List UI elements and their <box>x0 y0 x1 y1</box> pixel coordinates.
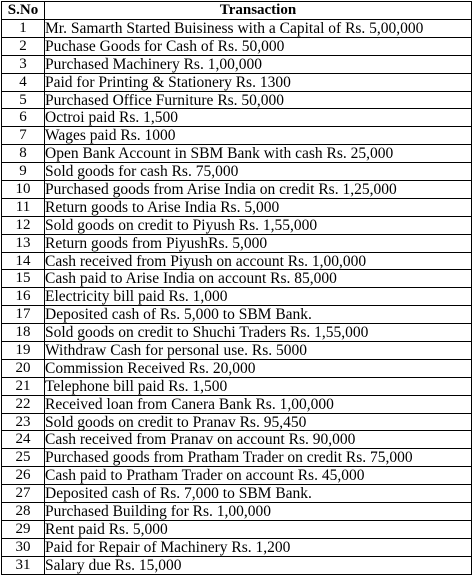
table-row <box>2 538 472 556</box>
row-transaction-text: Electricity bill paid Rs. 1,000 <box>45 288 472 306</box>
table-row <box>2 270 472 288</box>
table-row <box>2 485 472 503</box>
row-serial-number: 11 <box>2 198 45 216</box>
row-transaction-text: Deposited cash of Rs. 7,000 to SBM Bank. <box>45 485 472 503</box>
table-row <box>2 520 472 538</box>
row-transaction-text: Return goods from PiyushRs. 5,000 <box>45 234 472 252</box>
row-transaction-text: Cash paid to Arise India on account Rs. 85,000 <box>45 270 472 288</box>
row-serial-number: 2 <box>2 37 45 55</box>
row-transaction-text: Return goods to Arise India Rs. 5,000 <box>45 198 472 216</box>
row-serial-number: 13 <box>2 234 45 252</box>
row-transaction-text: Octroi paid Rs. 1,500 <box>45 109 472 127</box>
row-transaction-text: Wages paid Rs. 1000 <box>45 127 472 145</box>
row-serial-number: 17 <box>2 306 45 324</box>
row-serial-number: 21 <box>2 377 45 395</box>
table-row <box>2 431 472 449</box>
row-serial-number: 6 <box>2 109 45 127</box>
table-row <box>2 413 472 431</box>
row-serial-number: 25 <box>2 449 45 467</box>
row-serial-number: 8 <box>2 145 45 163</box>
row-transaction-text: Withdraw Cash for personal use. Rs. 5000 <box>45 342 472 360</box>
table-row <box>2 467 472 485</box>
table-row <box>2 37 472 55</box>
row-serial-number: 20 <box>2 359 45 377</box>
row-transaction-text: Mr. Samarth Started Buisiness with a Capital of Rs. 5,00,000 <box>45 20 472 38</box>
row-serial-number: 15 <box>2 270 45 288</box>
row-transaction-text: Puchase Goods for Cash of Rs. 50,000 <box>45 37 472 55</box>
row-serial-number: 31 <box>2 556 45 574</box>
row-transaction-text: Cash received from Piyush on account Rs. 1,00,000 <box>45 252 472 270</box>
row-serial-number: 7 <box>2 127 45 145</box>
table-row <box>2 109 472 127</box>
row-serial-number: 28 <box>2 503 45 521</box>
row-transaction-text: Salary due Rs. 15,000 <box>45 556 472 574</box>
row-transaction-text: Telephone bill paid Rs. 1,500 <box>45 377 472 395</box>
column-header-sno: S.No <box>2 2 45 20</box>
row-serial-number: 1 <box>2 20 45 38</box>
row-serial-number: 10 <box>2 181 45 199</box>
row-serial-number: 9 <box>2 163 45 181</box>
table-row <box>2 503 472 521</box>
row-serial-number: 19 <box>2 342 45 360</box>
table-row <box>2 91 472 109</box>
table-row <box>2 252 472 270</box>
table-row <box>2 324 472 342</box>
row-serial-number: 5 <box>2 91 45 109</box>
row-serial-number: 23 <box>2 413 45 431</box>
row-transaction-text: Purchased Office Furniture Rs. 50,000 <box>45 91 472 109</box>
table-row <box>2 342 472 360</box>
row-transaction-text: Purchased Machinery Rs. 1,00,000 <box>45 55 472 73</box>
row-serial-number: 14 <box>2 252 45 270</box>
row-transaction-text: Open Bank Account in SBM Bank with cash Rs. 25,000 <box>45 145 472 163</box>
transactions-table <box>1 1 472 575</box>
row-transaction-text: Paid for Repair of Machinery Rs. 1,200 <box>45 538 472 556</box>
table-row <box>2 145 472 163</box>
row-transaction-text: Sold goods on credit to Pranav Rs. 95,450 <box>45 413 472 431</box>
row-serial-number: 29 <box>2 520 45 538</box>
table-row <box>2 216 472 234</box>
table-row <box>2 163 472 181</box>
row-serial-number: 30 <box>2 538 45 556</box>
row-serial-number: 16 <box>2 288 45 306</box>
table-row <box>2 127 472 145</box>
row-transaction-text: Sold goods on credit to Shuchi Traders Rs. 1,55,000 <box>45 324 472 342</box>
table-row <box>2 556 472 574</box>
row-serial-number: 27 <box>2 485 45 503</box>
row-serial-number: 18 <box>2 324 45 342</box>
row-serial-number: 12 <box>2 216 45 234</box>
table-row <box>2 73 472 91</box>
row-transaction-text: Purchased goods from Pratham Trader on credit Rs. 75,000 <box>45 449 472 467</box>
row-transaction-text: Deposited cash of Rs. 5,000 to SBM Bank. <box>45 306 472 324</box>
row-transaction-text: Commission Received Rs. 20,000 <box>45 359 472 377</box>
table-row <box>2 55 472 73</box>
table-row <box>2 359 472 377</box>
table-row <box>2 198 472 216</box>
table-row <box>2 234 472 252</box>
row-transaction-text: Cash paid to Pratham Trader on account Rs. 45,000 <box>45 467 472 485</box>
row-transaction-text: Sold goods for cash Rs. 75,000 <box>45 163 472 181</box>
row-transaction-text: Paid for Printing & Stationery Rs. 1300 <box>45 73 472 91</box>
row-transaction-text: Purchased goods from Arise India on credit Rs. 1,25,000 <box>45 181 472 199</box>
row-transaction-text: Rent paid Rs. 5,000 <box>45 520 472 538</box>
row-transaction-text: Purchased Building for Rs. 1,00,000 <box>45 503 472 521</box>
row-transaction-text: Cash received from Pranav on account Rs. 90,000 <box>45 431 472 449</box>
header-row <box>2 2 472 20</box>
row-serial-number: 22 <box>2 395 45 413</box>
table-row <box>2 395 472 413</box>
table-row <box>2 306 472 324</box>
table-row <box>2 449 472 467</box>
row-serial-number: 3 <box>2 55 45 73</box>
row-serial-number: 24 <box>2 431 45 449</box>
table-body <box>2 20 472 575</box>
column-header-transaction: Transaction <box>45 2 472 20</box>
row-transaction-text: Sold goods on credit to Piyush Rs. 1,55,000 <box>45 216 472 234</box>
row-transaction-text: Received loan from Canera Bank Rs. 1,00,000 <box>45 395 472 413</box>
table-row <box>2 288 472 306</box>
table-row <box>2 20 472 38</box>
table-row <box>2 181 472 199</box>
row-serial-number: 26 <box>2 467 45 485</box>
row-serial-number: 4 <box>2 73 45 91</box>
table-row <box>2 377 472 395</box>
